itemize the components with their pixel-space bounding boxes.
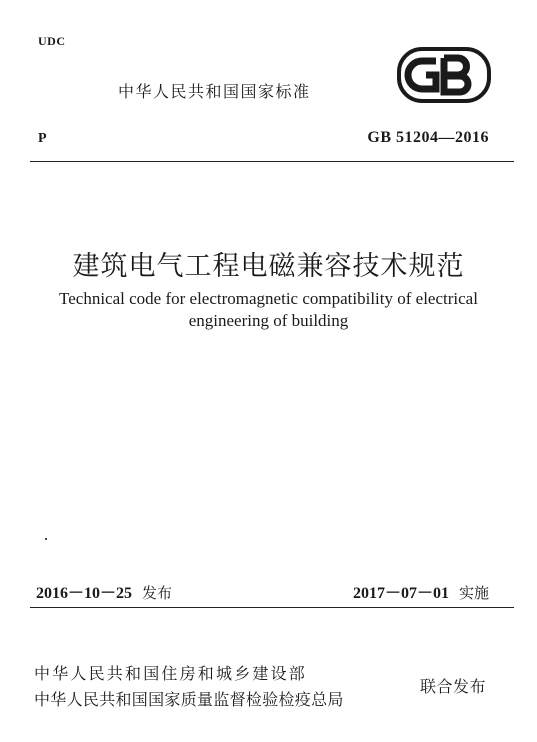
standard-type-title: 中华人民共和国国家标准 [118, 82, 311, 101]
publisher-1: 中华人民共和国住房和城乡建设部 [34, 664, 308, 683]
publisher-2: 中华人民共和国国家质量监督检验检疫总局 [34, 690, 344, 709]
footer-divider [30, 607, 514, 608]
standard-number: GB 51204—2016 [367, 129, 489, 146]
issue-label: 发布 [142, 584, 173, 602]
implementation-date: 2017－07－01 [352, 585, 449, 602]
issue-date: 2016－10－25 [36, 585, 133, 602]
english-title [0, 288, 537, 332]
classification-code: P [38, 131, 47, 146]
implementation-date-block [353, 580, 489, 603]
udc-label: UDC [38, 34, 66, 48]
print-speck [45, 538, 47, 540]
joint-issue-label: 联合发布 [420, 677, 487, 696]
implementation-label: 实施 [458, 584, 489, 602]
chinese-title: 建筑电气工程电磁兼容技术规范 [72, 251, 465, 282]
header-divider [30, 161, 514, 162]
issue-date-block [36, 580, 172, 603]
english-title-line-2: engineering of building [188, 311, 349, 330]
english-title-line-1: Technical code for electromagnetic compatibility of electrical [59, 289, 478, 308]
gb-logo-icon [396, 46, 492, 104]
